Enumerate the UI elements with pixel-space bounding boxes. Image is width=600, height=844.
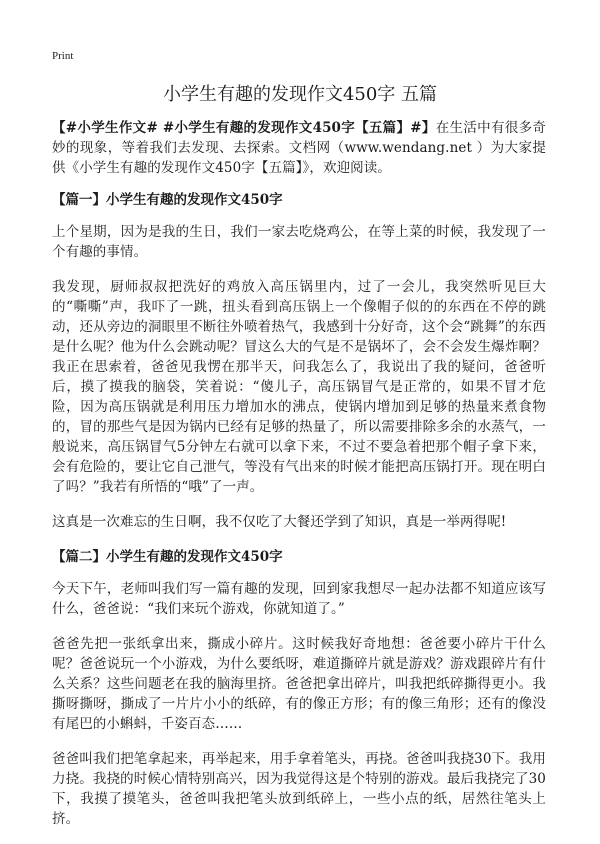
intro-paragraph: [52, 118, 546, 178]
paragraph: 我发现，厨师叔叔把洗好的鸡放入高压锅里内，过了一会儿，我突然听见巨大的“嘶嘶”声，我吓了一跳，扭头看到高压锅上一个像帽子似的的东西在不停的跳动，还从旁边的洞眼里不断往外喷着热气，我感到十分好奇，这个会“跳舞”的东西是什么呢？他为什么会跳动呢？冒这么大的气是不是锅坏了，会不会发生爆炸啊？我正在思索着，爸爸见我愣在那半天，问我怎么了，我说出了我的疑问，爸爸听后，摸了摸我的脑袋，笑着说：“傻儿子，高压锅冒气是正常的，如果不冒才危险，因为高压锅就是利用压力增加水的沸点，使锅内增加到足够的热量来煮食物的，冒的那些气是因为锅内已经有足够的热量了，所以需要排除多余的水蒸气，一般说来，高压锅冒气5分钟左右就可以拿下来，不过不要急着把那个帽子拿下来，会有危险的，要让它自己泄气，等没有气出来的时候才能把高压锅打开。现在明白了吗？”我若有所悟的“哦”了一声。: [52, 279, 546, 495]
paragraph: 今天下午，老师叫我们写一篇有趣的发现，回到家我想尽一起办法都不知道应该写什么，爸爸说：“我们来玩个游戏，你就知道了。”: [52, 581, 546, 617]
intro-lead: 【#小学生作文# #小学生有趣的发现作文450字【五篇】#】: [52, 120, 436, 136]
section-heading: 【篇一】小学生有趣的发现作文450字: [52, 192, 283, 208]
section-heading: 【篇二】小学生有趣的发现作文450字: [52, 549, 283, 565]
print-label[interactable]: Print: [52, 50, 74, 62]
document-body: [52, 118, 546, 844]
paragraph: 爸爸叫我们把笔拿起来，再举起来，用手拿着笔头，再挠。爸爸叫我挠30下。我用力挠。我挠的时候心情特别高兴，因为我觉得这是个特别的游戏。最后我挠完了30下，我摸了摸笔头，爸爸叫我把笔头放到纸碎上，一些小点的纸，居然往笔头上挤。: [52, 751, 546, 827]
document-title: 小学生有趣的发现作文450字 五篇: [162, 84, 438, 105]
paragraph: 这真是一次难忘的生日啊，我不仅吃了大餐还学到了知识，真是一举两得呢!: [52, 514, 507, 530]
intro-text: 在生活中有很多奇妙的现象，等着我们去发现、去探索。文档网（www.wendang.net ）为大家提供《小学生有趣的发现作文450字【五篇】》，欢迎阅读。: [52, 120, 546, 176]
paragraph: 上个星期，因为是我的生日，我们一家去吃烧鸡公，在等上菜的时候，我发现了一个有趣的事情。: [52, 224, 546, 260]
paragraph: 爸爸先把一张纸拿出来，撕成小碎片。这时候我好奇地想：爸爸要小碎片干什么呢？爸爸说玩一个小游戏，为什么要纸呀，难道撕碎片就是游戏？游戏跟碎片有什么关系？这些问题老在我的脑海里挤。爸爸把拿出碎片，叫我把纸碎撕得更小。我撕呀撕呀，撕成了一片片小小的纸碎，有的像正方形；有的像三角形；还有的像没有尾巴的小蝌蚪，千姿百态……: [52, 636, 546, 732]
